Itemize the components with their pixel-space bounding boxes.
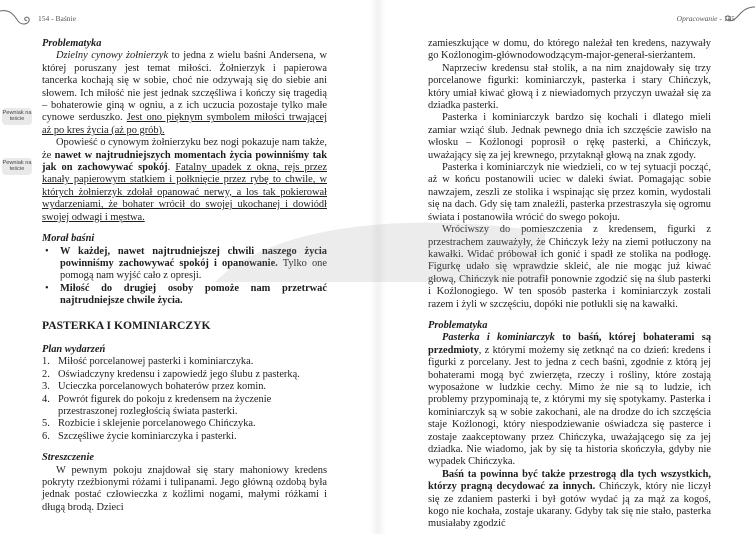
plan-item [42,369,327,381]
item-text: Powrót figurek do pokoju z kredensem na życzenie przestraszonej rozległością świata pasterki. [58,393,272,417]
item-text: Rozbicie i sklejenie porcelanowego Chińczyka. [58,418,256,430]
book-title: Pasterka i kominiarczyk [442,332,555,344]
bold-text: to baśń, której bohaterami są przedmioty [428,332,712,356]
paragraph: Pasterka i kominiarczyk bardzo się kochali i dlatego mieli zamiar wziąć ślub. Jednak pewnego dnia ich szczęście zawisło na włosku – Koźlonogi poprosił o rękę pasterki, a Chińczyk, uważający się za jej krewnego, przytaknął głową na znak zgody. [428,112,711,161]
subheading-streszczenie: Streszczenie [42,452,94,464]
subheading-problematyka: Problematyka [428,319,488,331]
text: Chińczyk, który nie liczył się ze zdaniem pasterki i był gotów wydać ją za mąż za kogoś, kogo nie kochała, zostaje ukarany. Gdyby tak się nie stało, pasterka musiałaby zgodzić [428,481,711,530]
underlined-text: Jest ono pięknym symbolem miłości trwającej aż po kres życia (aż po grób). [42,112,327,136]
paragraph: Naprzeciw kredensu stał stolik, a na nim znajdowały się trzy porcelanowe figurki: kominiarczyk, pasterka i stary Chińczyk, który umiał kiwać głową i z niewiadomych przyczyn uważał się za dziadka pasterki. [428,62,711,112]
margin-tag-pewniak: Pewniak na teście [2,108,32,125]
bold-text: nawet w najtrudniejszych momentach życia powinniśmy tak jak on zachowywać spokój [42,149,327,174]
item-number: 5. [42,418,50,430]
ornament-swirl-icon [0,3,34,29]
paragraph: Pasterka i kominiarczyk nie wiedzieli, co w tej sytuacji począć, aż w końcu postanowili uciec w daleki świat. Pomagając sobie nawzajem, zeszli ze stolika i wspinając się przez komin, wydostali się na dach. Gdy się tam znaleźli, pasterka przestraszyła się ogromu świata i postanowiła wrócić do swego pokoju. [428,162,711,223]
text: Tylko one pomogą nam wyjść cało z opresji. [60,257,327,282]
subheading-moral: Morał baśni [42,233,95,245]
plan-list [42,356,327,443]
paragraph: W pewnym pokoju znajdował się stary mahoniowy kredens pokryty rzeźbionymi różami i tulipanami. Jego główną ozdobą była jednak postać człowieczka z koźlimi nogami, małymi różkami i długą brodą. Dzieci [42,464,327,513]
paragraph [42,50,327,137]
item-number: 4. [42,393,50,405]
right-page [378,0,755,534]
header-title: Opracowanie [676,14,718,23]
item-text: Szczęśliwe życie kominiarczyka i pasterki. [58,430,237,442]
ornament-swirl-icon [721,3,755,29]
moral-item [42,283,327,308]
paragraph [42,137,327,224]
item-text: Ucieczka porcelanowych bohaterów przez komin. [58,381,267,393]
page-number: - 155 [717,14,735,23]
item-number: 3. [42,381,50,393]
item-number: 1. [42,356,50,368]
right-column [428,38,711,531]
plan-item [42,431,327,443]
item-text: Oświadczyny kredensu i zapowiedź jego ślubu z pasterką. [58,368,300,380]
plan-item [42,394,327,419]
paragraph: zamieszkujące w domu, do którego należał ten kredens, nazywały go Koźlonogim-głównodowodzącym-major-generał-sierżantem. [428,38,711,62]
left-column [42,38,327,514]
item-number: 2. [42,368,50,380]
section-title: PASTERKA I KOMINIARCZYK [42,318,211,332]
paragraph [428,469,711,531]
margin-tag-pewniak: Pewniak na teście [2,158,32,175]
subheading-problematyka: Problematyka [42,38,102,49]
plan-item [42,356,327,368]
book-title: Dzielny cynowy żołnierzyk [56,50,169,62]
text: , z którymi możemy się zetknąć na co dzień: kredens i figurki z porcelany. Jest to jedna z cech baśni, zgodnie z którą jej bohaterami mogą być zwierzęta, rzeczy i rośliny, które zostają wyposażone w ludzkie cechy. Mimo że nie są to ludzie, ich problemy przypominają te, z którymi my się spotykamy. Pasterka i kominiarczyk są w sobie zakochani, ale na drodze do ich szczęścia staje Koźlonogi, który niespodziewanie oświadcza się pasterce i zostaje zaakceptowany przez Chińczyka, uważającego się za jej dziadka. Nie wiadomo, jak by się ta historia skończyła, gdyby nie wypadek Chińczyka. [428,344,711,468]
moral-list [42,246,327,308]
underlined-text: Fatalny upadek z okna, rejs przez kanały papierowym statkiem i połknięcie przez rybę to chwile, w których żołnierzyk zdołał opanować nerwy, a los tak pokierował wydarzeniami, że bohater wrócił do swojej ukochanej i dowiódł swojej odwagi i męstwa. [42,162,328,223]
bold-text: W każdej, nawet najtrudniejszej chwili naszego życia powinniśmy zachowywać spokój i opanowanie. [60,245,327,269]
bold-text: Miłość do drugiej osoby pomoże nam przetrwać najtrudniejsze chwile życia. [60,282,327,307]
plan-item [42,381,327,393]
item-number: 6. [42,430,50,442]
bold-text: Baśń ta powinna być także przestrogą dla tych wszystkich, którzy pragną decydować za innych. [428,468,711,493]
subheading-plan: Plan wydarzeń [42,343,106,355]
page-header: 154 - Baśnie [38,14,76,23]
paragraph [428,332,711,468]
paragraph: Wróciwszy do pomieszczenia z kredensem, figurki z przestrachem zauważyły, że Chińczyk leży na ziemi potłuczony na kawałki. Widać próbował ich gonić i spadł ze stolika na podłogę. Figurkę udało się wprawdzie skleić, ale nie mogąc już kiwać głową, Chińczyk nie potrafił ponownie zgodzić się na ślub pasterki i Koźlonogiego. W ten sposób pasterka i kominiarczyk zostali razem i żyli w szczęściu, dopóki nie potłukli się na kawałki. [428,224,711,310]
plan-item [42,418,327,430]
text: to jedna z wielu baśni Andersena, w której poruszany jest temat miłości. Żołnierzyk i papierowa tancerka kochają się w sobie, choć nie odzywają się do siebie ani słowem. Ich miłość nie jest jednak szczęśliwa i kończy się tragedią – bohaterowie giną w ogniu, a z ich uczucia pozostaje tylko małe cynowe serduszko. [42,50,327,124]
text: Opowieść o cynowym żołnierzyku bez nogi pokazuje nam także, że [42,137,327,161]
item-text: Miłość porcelanowej pasterki i kominiarczyka. [58,356,254,368]
moral-item [42,246,327,283]
text: . [167,162,176,174]
